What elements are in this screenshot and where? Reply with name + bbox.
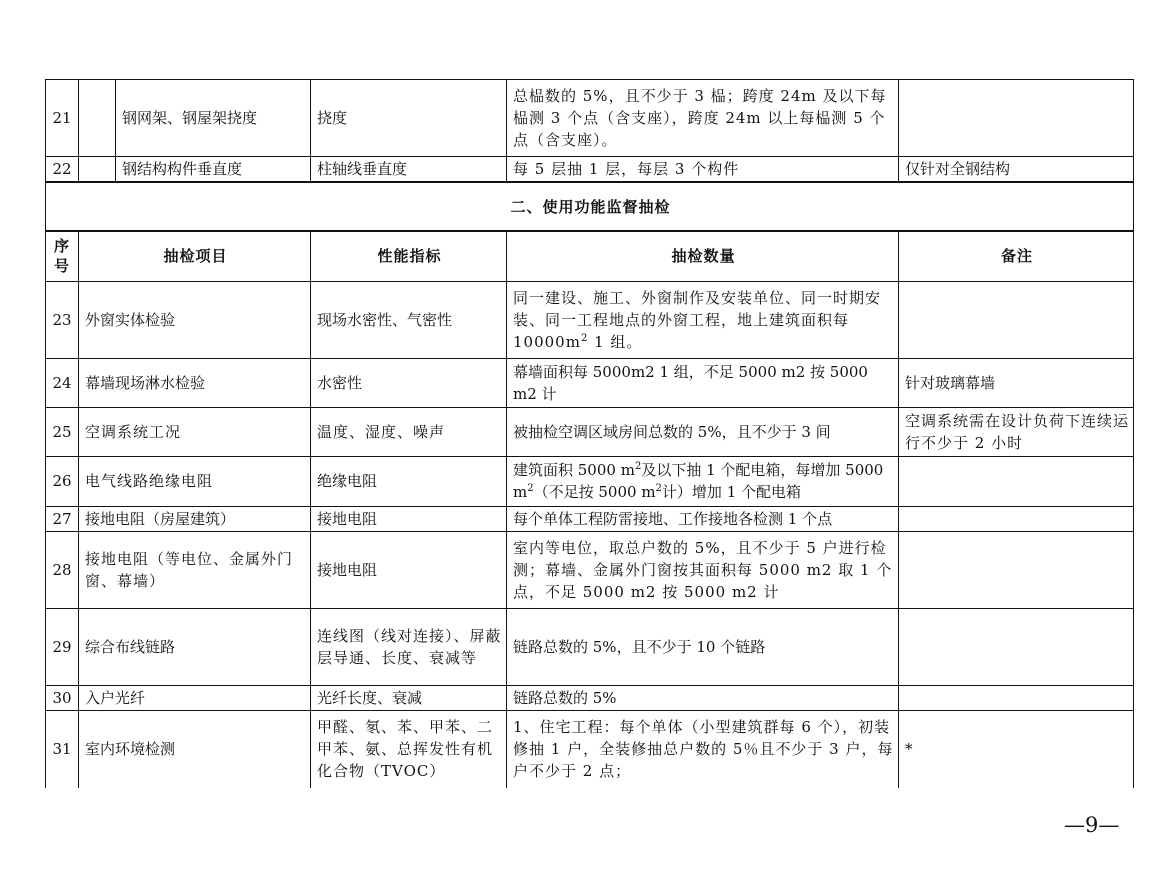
table-row bbox=[46, 407, 1134, 456]
quantity-text: 计）增加 1 个配电箱 bbox=[661, 483, 802, 501]
performance-indicator: 现场水密性、气密性 bbox=[311, 281, 507, 358]
performance-indicator: 连线图（线对连接）、屏蔽层导通、长度、衰减等 bbox=[311, 608, 507, 685]
sampling-quantity bbox=[507, 281, 899, 358]
row-number: 27 bbox=[46, 506, 79, 531]
sampling-quantity: 幕墙面积每 5000m2 1 组，不足 5000 m2 按 5000 m2 计 bbox=[507, 358, 899, 407]
remark: 仅针对全钢结构 bbox=[899, 157, 1134, 183]
quantity-text: 同一建设、施工、外窗制作及安装单位、同一时期安装、同一工程地点的外窗工程，地上建筑面积每 10000m bbox=[513, 288, 882, 351]
sampling-quantity: 被抽检空调区域房间总数的 5%，且不少于 3 间 bbox=[507, 407, 899, 456]
sampling-quantity: 链路总数的 5% bbox=[507, 685, 899, 710]
remark: 空调系统需在设计负荷下连续运行不少于 2 小时 bbox=[899, 407, 1134, 456]
page-number: —9— bbox=[1064, 813, 1120, 837]
sampling-quantity: 1、住宅工程：每个单体（小型建筑群每 6 个），初装修抽 1 户，全装修抽总户数的 5％且不少于 3 户，每户不少于 2 点； bbox=[507, 710, 899, 788]
table-row bbox=[46, 157, 1134, 183]
blank-cell bbox=[79, 80, 116, 157]
row-number: 28 bbox=[46, 531, 79, 608]
performance-indicator: 接地电阻 bbox=[311, 506, 507, 531]
performance-indicator: 水密性 bbox=[311, 358, 507, 407]
table-row bbox=[46, 506, 1134, 531]
header-remark: 备注 bbox=[899, 231, 1134, 281]
table-row bbox=[46, 456, 1134, 506]
blank-cell bbox=[79, 157, 116, 183]
sampling-quantity bbox=[507, 456, 899, 506]
remark: * bbox=[899, 710, 1134, 788]
performance-indicator: 温度、湿度、噪声 bbox=[311, 407, 507, 456]
inspection-item: 接地电阻（等电位、金属外门窗、幕墙） bbox=[79, 531, 311, 608]
remark bbox=[899, 531, 1134, 608]
inspection-item: 综合布线链路 bbox=[79, 608, 311, 685]
row-number: 25 bbox=[46, 407, 79, 456]
remark bbox=[899, 281, 1134, 358]
inspection-item: 电气线路绝缘电阻 bbox=[79, 456, 311, 506]
row-number: 24 bbox=[46, 358, 79, 407]
performance-indicator: 绝缘电阻 bbox=[311, 456, 507, 506]
header-num bbox=[46, 231, 79, 281]
remark bbox=[899, 456, 1134, 506]
quantity-text: 及以下抽 1 个配电箱，每增加 5000 m bbox=[513, 461, 884, 501]
remark bbox=[899, 608, 1134, 685]
table-row bbox=[46, 710, 1134, 788]
superscript: 2 bbox=[527, 483, 534, 494]
header-num-label: 序号 bbox=[53, 237, 70, 276]
inspection-item: 钢结构构件垂直度 bbox=[116, 157, 311, 183]
superscript: 2 bbox=[655, 483, 662, 494]
performance-indicator: 接地电阻 bbox=[311, 531, 507, 608]
row-number: 21 bbox=[46, 80, 79, 157]
performance-indicator: 挠度 bbox=[311, 80, 507, 157]
section-row bbox=[46, 182, 1134, 231]
performance-indicator: 柱轴线垂直度 bbox=[311, 157, 507, 183]
inspection-item: 入户光纤 bbox=[79, 685, 311, 710]
remark: 针对玻璃幕墙 bbox=[899, 358, 1134, 407]
header-item: 抽检项目 bbox=[79, 231, 311, 281]
inspection-item: 空调系统工况 bbox=[79, 407, 311, 456]
quantity-text: 建筑面积 5000 m bbox=[513, 461, 635, 479]
inspection-item: 钢网架、钢屋架挠度 bbox=[116, 80, 311, 157]
inspection-item: 幕墙现场淋水检验 bbox=[79, 358, 311, 407]
sampling-quantity: 链路总数的 5%，且不少于 10 个链路 bbox=[507, 608, 899, 685]
row-number: 30 bbox=[46, 685, 79, 710]
sampling-quantity: 总榀数的 5%，且不少于 3 榀；跨度 24m 及以下每榀测 3 个点（含支座），跨度 24m 以上每榀测 5 个点（含支座）。 bbox=[507, 80, 899, 157]
superscript: 2 bbox=[634, 461, 642, 472]
inspection-item: 室内环境检测 bbox=[79, 710, 311, 788]
sampling-quantity: 室内等电位，取总户数的 5%，且不少于 5 户进行检测；幕墙、金属外门窗按其面积每 5000 m2 取 1 个点，不足 5000 m2 按 5000 m2 计 bbox=[507, 531, 899, 608]
performance-indicator: 甲醛、氡、苯、甲苯、二甲苯、氨、总挥发性有机化合物（TVOC） bbox=[311, 710, 507, 788]
row-number: 31 bbox=[46, 710, 79, 788]
quantity-text: 1 组。 bbox=[588, 332, 643, 351]
remark bbox=[899, 80, 1134, 157]
remark bbox=[899, 685, 1134, 710]
section-title: 二、使用功能监督抽检 bbox=[46, 182, 1134, 231]
performance-indicator: 光纤长度、衰减 bbox=[311, 685, 507, 710]
inspection-table bbox=[45, 79, 1134, 788]
inspection-item: 接地电阻（房屋建筑） bbox=[79, 506, 311, 531]
table-row bbox=[46, 358, 1134, 407]
superscript: 2 bbox=[580, 332, 589, 344]
table-row bbox=[46, 531, 1134, 608]
table-row bbox=[46, 80, 1134, 157]
table-row bbox=[46, 608, 1134, 685]
quantity-text: （不足按 5000 m bbox=[533, 483, 656, 501]
table-row bbox=[46, 281, 1134, 358]
inspection-item: 外窗实体检验 bbox=[79, 281, 311, 358]
row-number: 26 bbox=[46, 456, 79, 506]
row-number: 23 bbox=[46, 281, 79, 358]
header-row bbox=[46, 231, 1134, 281]
row-number: 29 bbox=[46, 608, 79, 685]
remark bbox=[899, 506, 1134, 531]
header-quantity: 抽检数量 bbox=[507, 231, 899, 281]
sampling-quantity: 每个单体工程防雷接地、工作接地各检测 1 个点 bbox=[507, 506, 899, 531]
header-indicator: 性能指标 bbox=[311, 231, 507, 281]
table-row bbox=[46, 685, 1134, 710]
sampling-quantity: 每 5 层抽 1 层，每层 3 个构件 bbox=[507, 157, 899, 183]
row-number: 22 bbox=[46, 157, 79, 183]
